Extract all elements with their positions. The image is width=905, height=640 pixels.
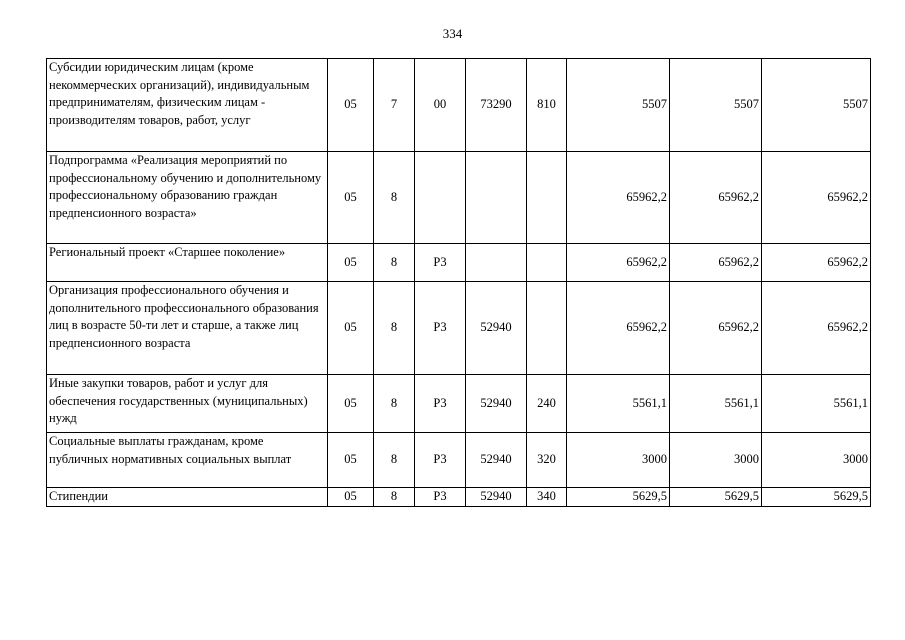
program-code: Р3 <box>415 282 466 375</box>
amount-3: 65962,2 <box>762 244 871 282</box>
subsection-code: 8 <box>374 488 415 507</box>
amount-1: 65962,2 <box>567 282 670 375</box>
amount-1: 65962,2 <box>567 244 670 282</box>
expense-type-code <box>527 244 567 282</box>
amount-1: 5561,1 <box>567 375 670 433</box>
row-description: Иные закупки товаров, работ и услуг для обеспечения государственных (муниципальных) нужд <box>47 375 328 433</box>
row-description: Социальные выплаты гражданам, кроме публичных нормативных социальных выплат <box>47 433 328 488</box>
expense-type-code <box>527 152 567 244</box>
budget-table <box>46 58 871 507</box>
amount-2: 65962,2 <box>670 244 762 282</box>
table-row <box>47 282 871 375</box>
subsection-code: 8 <box>374 433 415 488</box>
row-description: Субсидии юридическим лицам (кроме некоммерческих организаций), индивидуальным предпринимателям, физическим лицам - производителям товаров, работ, услуг <box>47 59 328 152</box>
subsection-code: 8 <box>374 282 415 375</box>
amount-3: 65962,2 <box>762 152 871 244</box>
amount-2: 5629,5 <box>670 488 762 507</box>
amount-3: 65962,2 <box>762 282 871 375</box>
program-code: Р3 <box>415 244 466 282</box>
program-code <box>415 152 466 244</box>
subsection-code: 8 <box>374 375 415 433</box>
amount-2: 5507 <box>670 59 762 152</box>
section-code: 05 <box>328 433 374 488</box>
page-number: 334 <box>442 26 463 41</box>
amount-1: 3000 <box>567 433 670 488</box>
table-row <box>47 152 871 244</box>
row-description: Организация профессионального обучения и дополнительного профессионального образования лиц в возрасте 50-ти лет и старше, а также лиц предпенсионного возраста <box>47 282 328 375</box>
direction-code: 52940 <box>466 282 527 375</box>
table-row <box>47 59 871 152</box>
direction-code: 52940 <box>466 488 527 507</box>
section-code: 05 <box>328 282 374 375</box>
amount-2: 65962,2 <box>670 152 762 244</box>
amount-1: 5507 <box>567 59 670 152</box>
subsection-code: 7 <box>374 59 415 152</box>
expense-type-code: 320 <box>527 433 567 488</box>
amount-1: 5629,5 <box>567 488 670 507</box>
amount-1: 65962,2 <box>567 152 670 244</box>
subsection-code: 8 <box>374 244 415 282</box>
subsection-code: 8 <box>374 152 415 244</box>
amount-3: 3000 <box>762 433 871 488</box>
expense-type-code <box>527 282 567 375</box>
direction-code <box>466 244 527 282</box>
expense-type-code: 340 <box>527 488 567 507</box>
expense-type-code: 810 <box>527 59 567 152</box>
section-code: 05 <box>328 244 374 282</box>
section-code: 05 <box>328 488 374 507</box>
direction-code: 52940 <box>466 433 527 488</box>
program-code: 00 <box>415 59 466 152</box>
direction-code <box>466 152 527 244</box>
program-code: Р3 <box>415 375 466 433</box>
expense-type-code: 240 <box>527 375 567 433</box>
program-code: Р3 <box>415 433 466 488</box>
amount-2: 3000 <box>670 433 762 488</box>
table-row <box>47 375 871 433</box>
section-code: 05 <box>328 375 374 433</box>
amount-2: 5561,1 <box>670 375 762 433</box>
amount-3: 5629,5 <box>762 488 871 507</box>
section-code: 05 <box>328 59 374 152</box>
amount-3: 5507 <box>762 59 871 152</box>
amount-3: 5561,1 <box>762 375 871 433</box>
row-description: Подпрограмма «Реализация мероприятий по профессиональному обучению и дополнительному профессиональному образованию граждан предпенсионного возраста» <box>47 152 328 244</box>
amount-2: 65962,2 <box>670 282 762 375</box>
direction-code: 52940 <box>466 375 527 433</box>
table-row <box>47 244 871 282</box>
direction-code: 73290 <box>466 59 527 152</box>
table-row <box>47 488 871 507</box>
row-description: Региональный проект «Старшее поколение» <box>47 244 328 282</box>
row-description: Стипендии <box>47 488 328 507</box>
table-row <box>47 433 871 488</box>
section-code: 05 <box>328 152 374 244</box>
program-code: Р3 <box>415 488 466 507</box>
